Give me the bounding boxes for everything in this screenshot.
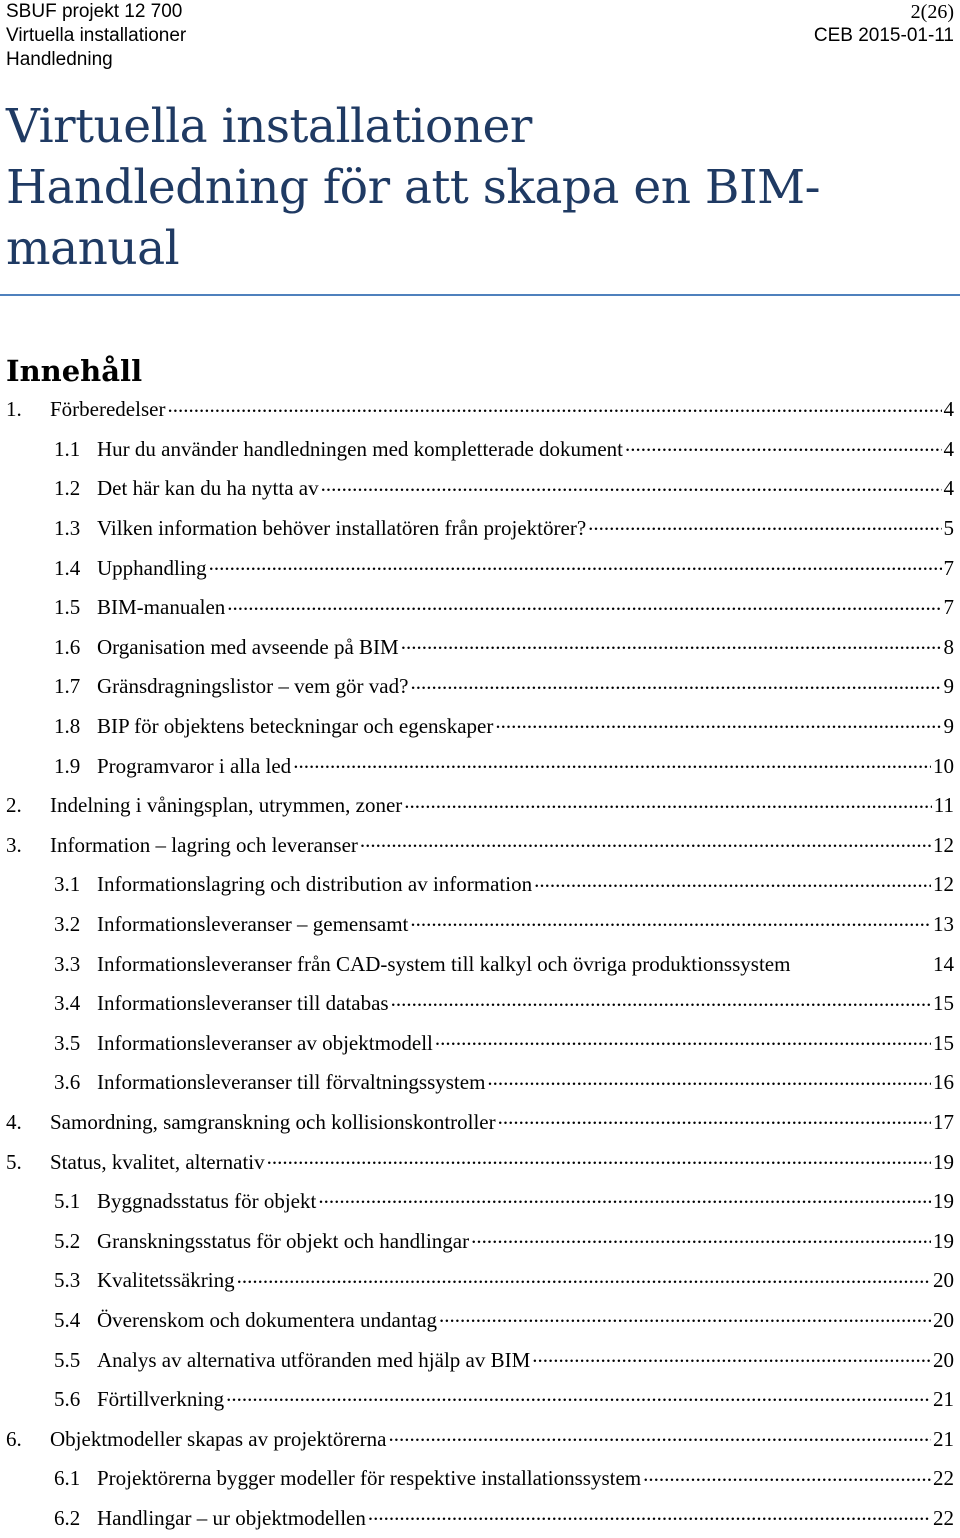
toc-entry-page: 13 [933,912,954,937]
project-subtitle: Virtuella installationer [6,25,187,46]
toc-dot-leader [410,907,931,932]
toc-entry-page: 9 [943,714,954,739]
toc-entry-page: 19 [933,1149,954,1174]
toc-entry[interactable] [6,1499,954,1538]
toc-entry-number: 5.4 [54,1307,81,1332]
toc-entry-label: Projektörerna bygger modeller för respektive installationssystem [97,1466,642,1491]
toc-entry[interactable] [6,826,954,866]
toc-entry-label: Vilken information behöver installatören från projektörer? [97,516,587,541]
toc-entry-number: 5.2 [54,1228,81,1253]
toc-entry-number: 1.5 [54,595,81,620]
toc-entry-number: 5.3 [54,1268,81,1293]
toc-entry[interactable] [6,1380,954,1420]
toc-entry[interactable] [6,1261,954,1301]
toc-entry-label: Indelning i våningsplan, utrymmen, zoner [50,793,403,818]
toc-dot-leader [471,1224,931,1249]
page-indicator: 2(26) [910,1,954,23]
toc-entry[interactable] [6,984,954,1024]
toc-dot-leader [391,987,931,1012]
toc-entry-number: 2. [6,793,22,818]
document-title [6,96,960,279]
toc-entry-label: Upphandling [97,555,207,580]
toc-entry[interactable] [6,469,954,509]
toc-entry-number: 1.3 [54,516,81,541]
toc-entry[interactable] [6,548,954,588]
author-date: CEB 2015-01-11 [813,25,954,46]
toc-dot-leader [588,511,941,536]
toc-entry-page: 20 [933,1307,954,1332]
toc-entry-label: BIP för objektens beteckningar och egenskaper [97,714,494,739]
toc-entry-number: 6. [6,1426,22,1451]
project-id: SBUF projekt 12 700 [6,1,183,22]
toc-entry[interactable] [6,707,954,747]
toc-entry-page: 12 [933,832,954,857]
toc-dot-leader [167,393,941,418]
toc-entry-page: 10 [933,753,954,778]
toc-dot-leader [318,1184,931,1209]
toc-entry-number: 5.6 [54,1387,81,1412]
toc-entry-number: 1.7 [54,674,81,699]
toc-entry-label: Granskningsstatus för objekt och handlingar [97,1228,470,1253]
toc-entry-label: Informationsleveranser – gemensamt [97,912,409,937]
toc-entry-label: Det här kan du ha nytta av [97,476,319,501]
toc-entry-page: 15 [933,1030,954,1055]
toc-entry-page: 11 [933,793,954,818]
toc-entry-number: 1.6 [54,634,81,659]
page-header [6,0,954,72]
toc-entry[interactable] [6,905,954,945]
toc-entry-page: 4 [943,436,954,461]
toc-entry[interactable] [6,509,954,549]
toc-dot-leader [388,1422,931,1447]
toc-entry-number: 3.2 [54,912,81,937]
header-row-1 [6,0,954,24]
toc-entry-label: Byggnadsstatus för objekt [97,1189,317,1214]
toc-entry-number: 4. [6,1109,22,1134]
toc-entry-page: 8 [943,634,954,659]
toc-entry[interactable] [6,1419,954,1459]
toc-entry-page: 15 [933,991,954,1016]
title-line-1: Virtuella installationer [6,99,532,154]
toc-dot-leader [487,1066,931,1091]
toc-entry-label: Handlingar – ur objektmodellen [97,1505,366,1530]
toc-dot-leader [410,670,941,695]
toc-entry-number: 6.2 [54,1505,81,1530]
toc-entry-page: 20 [933,1268,954,1293]
title-line-3: manual [6,221,180,276]
toc-entry-page: 17 [933,1109,954,1134]
toc-entry[interactable] [6,786,954,826]
toc-entry[interactable] [6,865,954,905]
toc-dot-leader [495,709,941,734]
toc-entry-page: 9 [943,674,954,699]
toc-entry-page: 7 [943,555,954,580]
toc-dot-leader [360,828,931,853]
toc-entry-number: 3. [6,832,22,857]
toc-entry-number: 5.5 [54,1347,81,1372]
toc-entry[interactable] [6,1024,954,1064]
toc-entry-label: Objektmodeller skapas av projektörerna [50,1426,387,1451]
toc-entry-label: Information – lagring och leveranser [50,832,358,857]
toc-entry[interactable] [6,1142,954,1182]
table-of-contents [6,390,954,1538]
toc-dot-leader [404,789,932,814]
toc-entry[interactable] [6,667,954,707]
toc-entry[interactable] [6,1301,954,1341]
toc-entry[interactable] [6,1182,954,1222]
toc-entry[interactable] [6,628,954,668]
toc-entry[interactable] [6,944,954,984]
toc-entry-label: Samordning, samgranskning och kollisionskontroller [50,1109,496,1134]
toc-entry-page: 4 [943,397,954,422]
toc-entry-page: 14 [933,951,954,976]
toc-dot-leader [267,1145,931,1170]
toc-entry-page: 22 [933,1466,954,1491]
toc-dot-leader [209,551,942,576]
toc-entry-label: Informationsleveranser till databas [97,991,389,1016]
toc-entry-number: 3.6 [54,1070,81,1095]
toc-heading: Innehåll [6,354,143,388]
toc-dot-leader [226,1382,931,1407]
toc-entry-page: 20 [933,1347,954,1372]
toc-entry-label: Informationsleveranser från CAD-system till kalkyl och övriga produktionssystem [97,951,791,976]
toc-dot-leader [321,472,942,497]
toc-entry[interactable] [6,390,954,430]
toc-entry-number: 5. [6,1149,22,1174]
toc-dot-leader [401,630,942,655]
toc-entry-label: BIM-manualen [97,595,226,620]
toc-dot-leader [532,1343,931,1368]
toc-entry-number: 3.4 [54,991,81,1016]
doc-type: Handledning [6,49,113,70]
toc-entry[interactable] [6,1340,954,1380]
toc-entry-number: 3.1 [54,872,81,897]
toc-entry-label: Programvaror i alla led [97,753,292,778]
toc-entry-label: Informationsleveranser av objektmodell [97,1030,433,1055]
toc-entry[interactable] [6,1063,954,1103]
toc-entry[interactable] [6,1459,954,1499]
toc-entry-number: 3.3 [54,951,81,976]
title-divider [0,294,960,296]
toc-dot-leader [435,1026,931,1051]
toc-entry-number: 1. [6,397,22,422]
toc-entry-label: Informationsleveranser till förvaltningssystem [97,1070,486,1095]
header-row-3 [6,48,954,72]
toc-entry-label: Gränsdragningslistor – vem gör vad? [97,674,409,699]
toc-dot-leader [227,591,941,616]
toc-dot-leader [293,749,931,774]
toc-entry-page: 19 [933,1228,954,1253]
toc-entry-page: 21 [933,1426,954,1451]
toc-entry[interactable] [6,746,954,786]
toc-entry-page: 4 [943,476,954,501]
toc-entry[interactable] [6,1221,954,1261]
toc-entry-number: 1.2 [54,476,81,501]
toc-entry-number: 1.8 [54,714,81,739]
toc-entry[interactable] [6,588,954,628]
toc-entry-page: 12 [933,872,954,897]
toc-entry-number: 3.5 [54,1030,81,1055]
toc-entry-number: 6.1 [54,1466,81,1491]
toc-entry-page: 21 [933,1387,954,1412]
toc-entry-page: 16 [933,1070,954,1095]
toc-dot-leader [439,1303,931,1328]
header-row-2 [6,24,954,48]
toc-entry-number: 1.4 [54,555,81,580]
toc-dot-leader [237,1264,931,1289]
toc-entry-page: 7 [943,595,954,620]
toc-entry-label: Förtillverkning [97,1387,225,1412]
toc-entry[interactable] [6,430,954,470]
toc-dot-leader [368,1501,931,1526]
toc-entry-label: Informationslagring och distribution av information [97,872,533,897]
toc-entry-label: Överenskom och dokumentera undantag [97,1307,437,1332]
toc-entry-label: Status, kvalitet, alternativ [50,1149,265,1174]
toc-dot-leader [498,1105,931,1130]
toc-dot-leader [643,1462,931,1487]
toc-entry-page: 5 [943,516,954,541]
toc-entry-label: Hur du använder handledningen med kompletterade dokument [97,436,624,461]
toc-entry-page: 19 [933,1189,954,1214]
toc-entry-number: 1.1 [54,436,81,461]
toc-entry-label: Organisation med avseende på BIM [97,634,399,659]
toc-entry-label: Kvalitetssäkring [97,1268,235,1293]
toc-entry-label: Förberedelser [50,397,166,422]
toc-entry-number: 1.9 [54,753,81,778]
toc-dot-leader [534,868,931,893]
toc-entry-page: 22 [933,1505,954,1530]
title-line-2: Handledning för att skapa en BIM- [6,160,821,215]
toc-dot-leader [625,432,941,457]
toc-entry-label: Analys av alternativa utföranden med hjälp av BIM [97,1347,531,1372]
toc-entry-number: 5.1 [54,1189,81,1214]
toc-entry[interactable] [6,1103,954,1143]
